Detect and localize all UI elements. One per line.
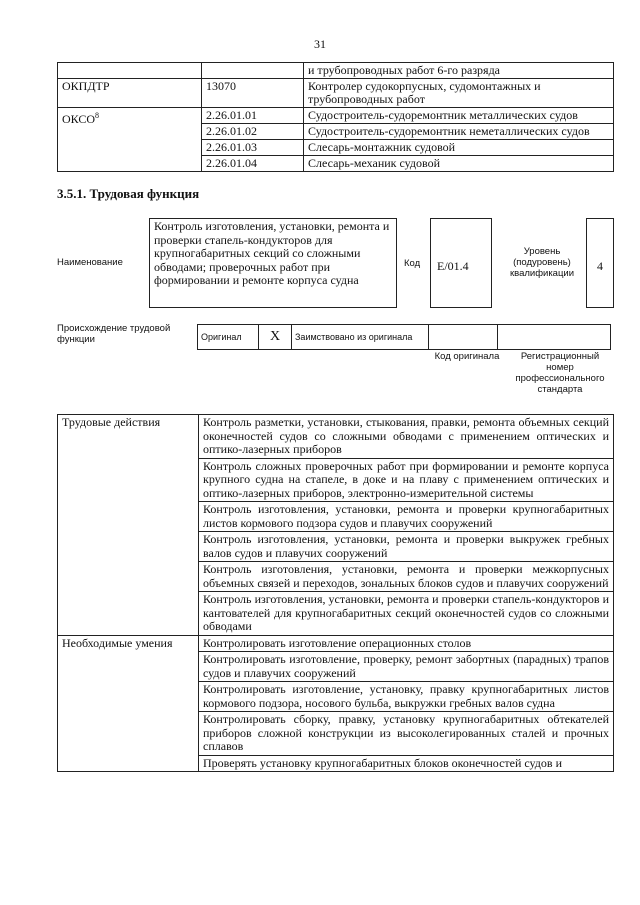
table-cell (202, 63, 304, 79)
okso-name: Слесарь-механик судовой (304, 156, 614, 172)
okso-code: 2.26.01.04 (202, 156, 304, 172)
okpdtr-code: 13070 (202, 79, 304, 108)
function-details-table (57, 414, 614, 772)
okso-code: 2.26.01.02 (202, 124, 304, 140)
original-label: Оригинал (198, 325, 259, 350)
qualification-level: 4 (586, 218, 614, 308)
action-item: Контроль разметки, установки, стыкования, правки, ремонта объемных секций оконечностей судов со сложными обводами с применением оптических и оптико-лазерных приборов (199, 415, 614, 459)
okso-name: Слесарь-монтажник судовой (304, 140, 614, 156)
table-row (58, 63, 614, 79)
table-row (58, 415, 614, 459)
registration-caption: Регистрационный номер профессионального стандарта (515, 351, 605, 395)
table-row (58, 108, 614, 124)
origin-label: Происхождение трудовой функции (57, 323, 171, 345)
skill-item: Проверять установку крупногабаритных блоков оконечностей судов и (199, 755, 614, 772)
skill-item: Контролировать изготовление, установку, правку крупногабаритных листов кормового подзора, носового бульба, выкружки гребных валов судна (199, 682, 614, 712)
function-name: Контроль изготовления, установки, ремонта и проверки стапель-кондукторов для крупногабаритных секций со сложными обводами; проверочных работ при формировании и ремонте корпуса судна (149, 218, 397, 308)
skill-item: Контролировать изготовление операционных столов (199, 635, 614, 652)
okso-label-cell (58, 108, 202, 172)
origin-table (197, 324, 611, 350)
table-row (198, 325, 611, 350)
code-caption: Код оригинала (434, 351, 500, 362)
okso-code: 2.26.01.01 (202, 108, 304, 124)
skill-item: Контролировать сборку, правку, установку крупногабаритных обтекателей приборов сложной конструкции из высоколегированных сталей и прочных сплавов (199, 712, 614, 756)
table-cell: и трубопроводных работ 6-го разряда (304, 63, 614, 79)
okso-name: Судостроитель-судоремонтник металлических судов (304, 108, 614, 124)
okso-code: 2.26.01.03 (202, 140, 304, 156)
name-label: Наименование (57, 257, 123, 268)
table-row (58, 79, 614, 108)
okso-footnote: 8 (95, 111, 100, 120)
table-row (58, 635, 614, 652)
page-number: 31 (314, 37, 326, 51)
section-title: 3.5.1. Трудовая функция (57, 186, 200, 201)
okso-label: ОКСО (62, 112, 96, 126)
okso-name: Судостроитель-судоремонтник неметаллических судов (304, 124, 614, 140)
action-item: Контроль изготовления, установки, ремонта и проверки выкружек гребных валов судов и плавучих сооружений (199, 532, 614, 562)
skill-item: Контролировать изготовление, проверку, ремонт забортных (парадных) трапов судов и плавучих сооружений (199, 652, 614, 682)
action-item: Контроль изготовления, установки, ремонта и проверки стапель-кондукторов и кантователей для крупногабаритных секций оконечностей судов со сложными обводами (199, 592, 614, 636)
skills-label: Необходимые умения (58, 635, 199, 772)
original-mark: X (259, 325, 292, 350)
code-label: Код (404, 258, 421, 269)
actions-label: Трудовые действия (58, 415, 199, 636)
level-label: Уровень (подуровень) квалификации (509, 246, 575, 279)
action-item: Контроль изготовления, установки, ремонта и проверки крупногабаритных листов кормового подзора судов и плавучих сооружений (199, 502, 614, 532)
function-code: E/01.4 (430, 218, 492, 308)
registration-number-cell (498, 325, 611, 350)
table-cell (58, 63, 202, 79)
action-item: Контроль изготовления, установки, ремонта и проверки межкорпусных объемных связей и переходов, зональных блоков судов и плавучих сооружений (199, 562, 614, 592)
classification-table (57, 62, 614, 172)
original-code-cell (429, 325, 498, 350)
action-item: Контроль сложных проверочных работ при формировании и ремонте корпуса крупного судна на стапеле, в доке и на плаву с применением оптических и оптико-лазерных приборов, электронно-измерительной системы (199, 458, 614, 502)
borrowed-label: Заимствовано из оригинала (292, 325, 429, 350)
okpdtr-label: ОКПДТР (58, 79, 202, 108)
okpdtr-name: Контролер судокорпусных, судомонтажных и трубопроводных работ (304, 79, 614, 108)
